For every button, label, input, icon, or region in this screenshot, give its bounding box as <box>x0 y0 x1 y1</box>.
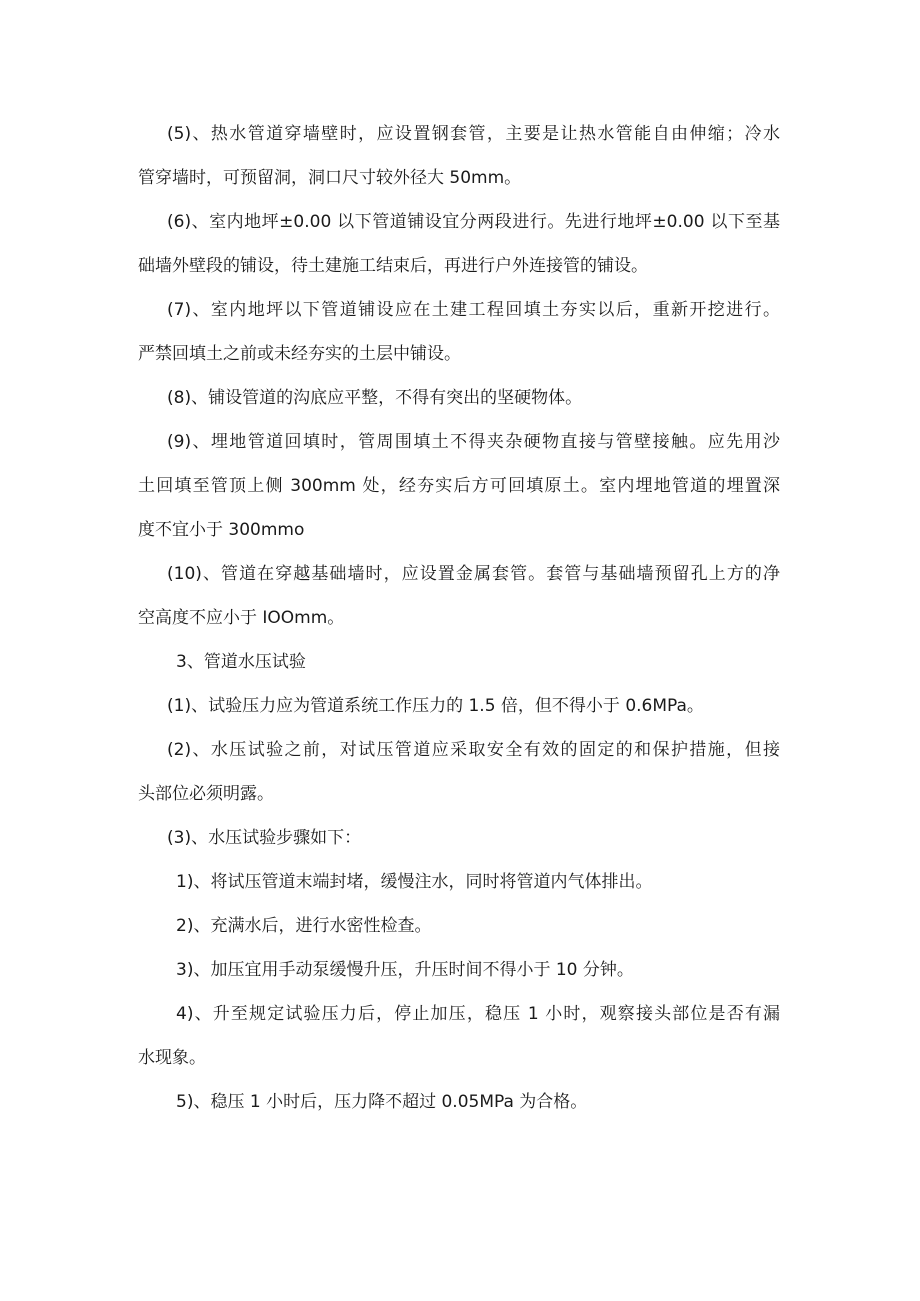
paragraph-10-line-2: 空高度不应小于 IOOmm。 <box>138 608 345 628</box>
test-item-2-line-2: 头部位必须明露。 <box>138 784 274 804</box>
test-item-3: (3)、水压试验步骤如下： <box>167 828 362 848</box>
step-4-line-1: 4)、升至规定试验压力后，停止加压，稳压 1 小时，观察接头部位是否有漏 <box>176 1004 780 1024</box>
paragraph-6-line-2: 础墙外壁段的铺设，待土建施工结束后，再进行户外连接管的铺设。 <box>138 256 648 276</box>
step-1: 1)、将试压管道末端封堵，缓慢注水，同时将管道内气体排出。 <box>176 872 653 892</box>
paragraph-8-line-1: (8)、铺设管道的沟底应平整，不得有突出的坚硬物体。 <box>167 388 583 408</box>
test-item-2-line-1: (2)、水压试验之前，对试压管道应采取安全有效的固定的和保护措施，但接 <box>167 740 780 760</box>
test-item-1: (1)、试验压力应为管道系统工作压力的 1.5 倍，但不得小于 0.6MPa。 <box>167 696 704 716</box>
paragraph-9-line-2: 土回填至管顶上侧 300mm 处，经夯实后方可回填原土。室内埋地管道的埋置深 <box>138 476 780 496</box>
paragraph-9-line-3: 度不宜小于 300mmo <box>138 520 305 540</box>
step-3: 3)、加压宜用手动泵缓慢升压，升压时间不得小于 10 分钟。 <box>176 960 634 980</box>
step-5: 5)、稳压 1 小时后，压力降不超过 0.05MPa 为合格。 <box>176 1092 588 1112</box>
paragraph-7-line-2: 严禁回填土之前或未经夯实的土层中铺设。 <box>138 344 461 364</box>
section-heading: 3、管道水压试验 <box>176 652 306 672</box>
paragraph-7-line-1: (7)、室内地坪以下管道铺设应在土建工程回填土夯实以后，重新开挖进行。 <box>167 300 780 320</box>
paragraph-9-line-1: (9)、埋地管道回填时，管周围填土不得夹杂硬物直接与管壁接触。应先用沙 <box>167 432 780 452</box>
paragraph-6-line-1: (6)、室内地坪±0.00 以下管道铺设宜分两段进行。先进行地坪±0.00 以下至基 <box>167 212 780 232</box>
step-4-line-2: 水现象。 <box>138 1048 206 1068</box>
paragraph-5-line-1: (5)、热水管道穿墙壁时，应设置钢套管，主要是让热水管能自由伸缩；冷水 <box>167 124 780 144</box>
step-2: 2)、充满水后，进行水密性检查。 <box>176 916 432 936</box>
paragraph-10-line-1: (10)、管道在穿越基础墙时，应设置金属套管。套管与基础墙预留孔上方的净 <box>167 564 780 584</box>
paragraph-5-line-2: 管穿墙时，可预留洞，洞口尺寸较外径大 50mm。 <box>138 168 522 188</box>
